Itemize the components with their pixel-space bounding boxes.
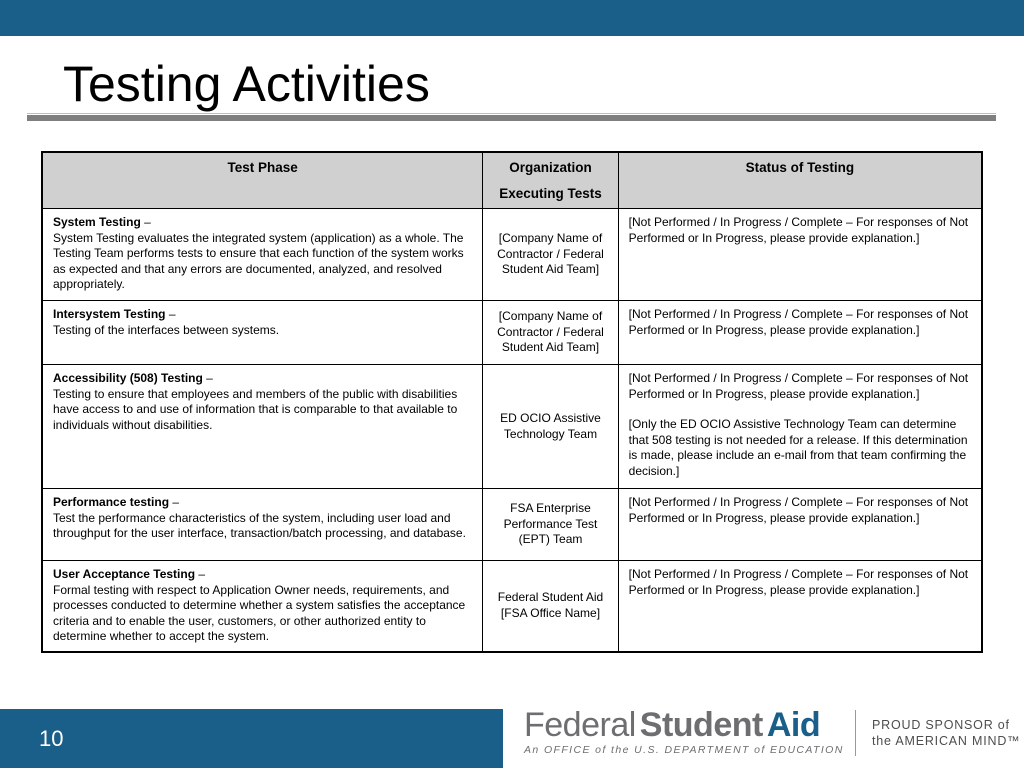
phase-description: Formal testing with respect to Application Owner needs, requirements, and processes conducted to determine whether a system satisfies the acceptance criteria and to enable the user, customers, or other authorized entity to determine whether to accept the system.: [53, 582, 466, 643]
header-org-line2: Executing Tests: [499, 185, 602, 201]
logo-wordmark: [524, 706, 844, 744]
phase-description: Test the performance characteristics of the system, including user load and throughput for the user interface, transaction/batch processing, and database.: [53, 510, 466, 540]
phase-name: System Testing: [53, 215, 141, 229]
phase-cell: Accessibility (508) Testing – Testing to ensure that employees and members of the public with disabilities have access to and use of information that is comparable to that available to individuals without disabilities.: [42, 365, 483, 489]
org-cell: ED OCIO Assistive Technology Team: [483, 365, 618, 489]
header-organization: [483, 152, 618, 209]
phase-description: System Testing evaluates the integrated system (application) as a whole. The Testing Team performs tests to ensure that each function of the system works as expected and that any errors are documented, analyzed, and resolved appropriately.: [53, 230, 464, 291]
phase-description: Testing of the interfaces between systems.: [53, 322, 280, 337]
sponsor-line2: the AMERICAN MIND™: [872, 734, 1021, 748]
status-cell: [Not Performed / In Progress / Complete – For responses of Not Performed or In Progress, please provide explanation.]: [618, 489, 982, 561]
logo-tagline: An OFFICE of the U.S. DEPARTMENT of EDUCATION: [524, 744, 844, 756]
logo-federal: Federal: [524, 706, 636, 744]
status-cell: [Not Performed / In Progress / Complete – For responses of Not Performed or In Progress, please provide explanation.]: [618, 301, 982, 365]
phase-name: Accessibility (508) Testing: [53, 371, 203, 385]
status-cell: [Not Performed / In Progress / Complete – For responses of Not Performed or In Progress, please provide explanation.]: [618, 209, 982, 301]
table-row: [42, 209, 982, 301]
phase-name: Intersystem Testing: [53, 307, 166, 321]
header-org-line1: Organization: [509, 160, 592, 175]
status-cell: [618, 365, 982, 489]
title-rule-highlight: [27, 113, 996, 114]
top-banner: [0, 0, 1024, 36]
phase-description: Testing to ensure that employees and members of the public with disabilities have access to and use of information that is comparable to that available to individuals without disabilities.: [53, 386, 458, 432]
testing-activities-table: [41, 151, 983, 653]
status-note: [Only the ED OCIO Assistive Technology Team can determine that 508 testing is not needed for a release. If this determination is made, please include an e-mail from that team confirming the decision.]: [628, 417, 968, 478]
phase-cell: Performance testing – Test the performance characteristics of the system, including user load and throughput for the user interface, transaction/batch processing, and database.: [42, 489, 483, 561]
org-cell: [Company Name of Contractor / Federal Student Aid Team]: [483, 209, 618, 301]
table-row: [42, 301, 982, 365]
status-text: [Not Performed / In Progress / Complete – For responses of Not Performed or In Progress, please provide explanation.]: [628, 371, 969, 401]
logo-student: Student: [639, 706, 763, 744]
page-title: Testing Activities: [63, 56, 430, 112]
org-cell: FSA Enterprise Performance Test (EPT) Team: [483, 489, 618, 561]
header-test-phase: Test Phase: [42, 152, 483, 209]
phase-cell: User Acceptance Testing – Formal testing with respect to Application Owner needs, requirements, and processes conducted to determine whether a system satisfies the acceptance criteria and to enable the user, customers, or other authorized entity to determine whether to accept the system.: [42, 561, 483, 652]
title-rule: [27, 115, 996, 121]
org-cell: Federal Student Aid [FSA Office Name]: [483, 561, 618, 652]
org-cell: [Company Name of Contractor / Federal Student Aid Team]: [483, 301, 618, 365]
footer-bar: [0, 709, 503, 768]
fsa-logo: [524, 706, 844, 756]
phase-cell: Intersystem Testing – Testing of the interfaces between systems.: [42, 301, 483, 365]
table-row: [42, 489, 982, 561]
phase-cell: System Testing – System Testing evaluates the integrated system (application) as a whole. The Testing Team performs tests to ensure that each function of the system works as expected and that any errors are documented, analyzed, and resolved appropriately.: [42, 209, 483, 301]
table-header-row: [42, 152, 982, 209]
sponsor-line1: PROUD SPONSOR of: [872, 718, 1010, 732]
header-status: Status of Testing: [618, 152, 982, 209]
table-row: [42, 561, 982, 652]
table-row: [42, 365, 982, 489]
phase-name: Performance testing: [53, 495, 170, 509]
phase-name: User Acceptance Testing: [53, 567, 196, 581]
page-number: 10: [39, 726, 64, 751]
logo-aid: Aid: [766, 706, 821, 744]
logo-divider: [855, 710, 856, 756]
sponsor-text: [872, 717, 1020, 749]
status-cell: [Not Performed / In Progress / Complete – For responses of Not Performed or In Progress, please provide explanation.]: [618, 561, 982, 652]
